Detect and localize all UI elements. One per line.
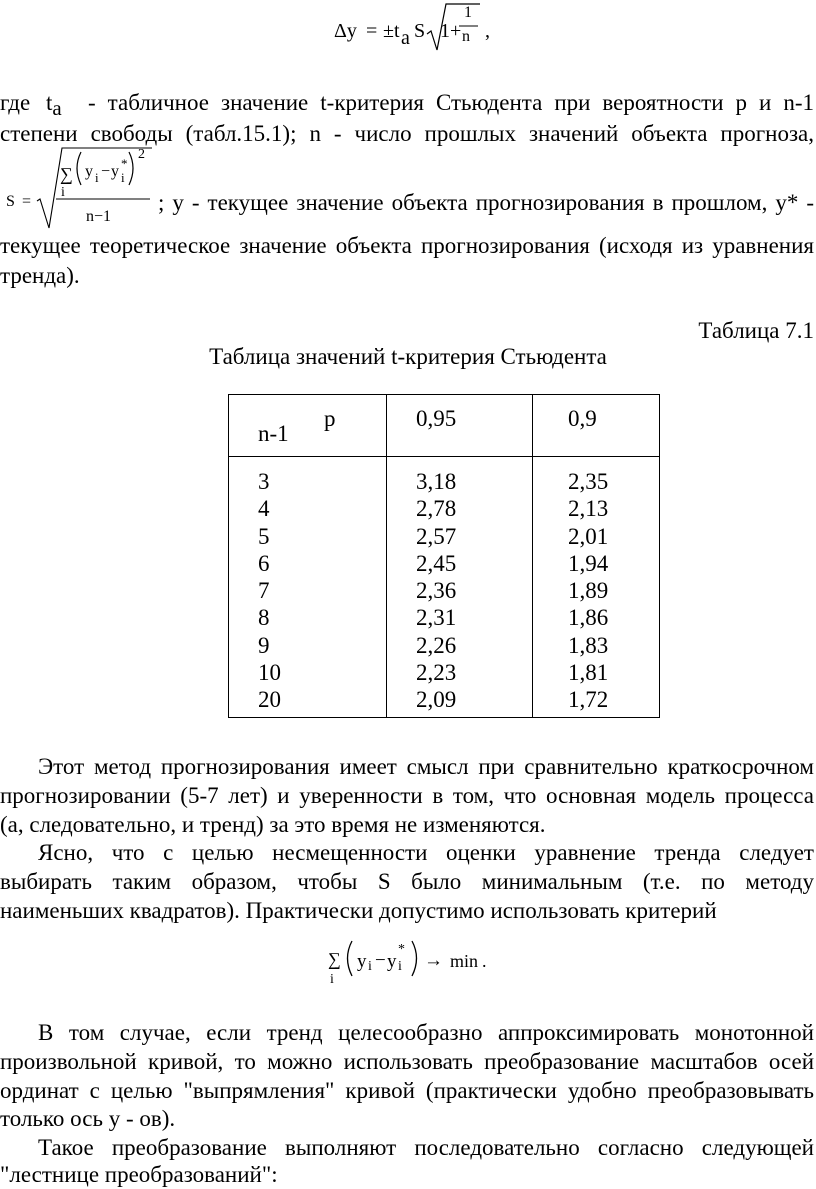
denominator: n−1	[86, 208, 112, 225]
y-i: y	[85, 163, 93, 180]
dot: .	[482, 951, 487, 971]
table-cell: 2,35	[568, 469, 609, 494]
header-p: p	[324, 406, 336, 431]
symbol-s: S	[414, 20, 426, 42]
table-cell: 2,09	[416, 687, 457, 713]
para5-line2: "лестнице преобразований":	[0, 1162, 278, 1187]
sigma-sub-i: i	[61, 185, 65, 200]
table-cell: 1,94	[568, 550, 609, 576]
fraction-denominator: n	[462, 28, 470, 45]
min-word: min	[450, 951, 479, 971]
table-cell: 2,78	[416, 496, 457, 522]
y-star: y	[387, 951, 397, 972]
table-cell: 2,45	[416, 550, 457, 576]
table-cell: 2,01	[568, 523, 609, 549]
para4-line2: произвольной кривой, то можно использовать преобразование масштабов осей	[0, 1049, 814, 1074]
equals-sign: =	[366, 20, 378, 42]
table-cell: 2,31	[416, 605, 457, 631]
table-cell: 20	[258, 687, 281, 713]
para1-line5: тренда).	[0, 263, 80, 288]
minus-sign: −	[101, 163, 111, 180]
table-cell: 1,72	[568, 687, 609, 713]
table-cell: 1,81	[568, 660, 609, 686]
table-cell: 7	[258, 578, 270, 604]
table-cell: 2,57	[416, 523, 457, 549]
table-cell: 5	[258, 523, 270, 549]
fraction-numerator: 1	[464, 4, 472, 21]
y-star-sub: i	[121, 170, 125, 185]
para1-line1: где ta - табличное значение t-критерия Стьюдента при вероятности р и n-1	[0, 90, 814, 120]
para3-line3: наименьших квадратов). Практически допустимо использовать критерий	[0, 898, 717, 923]
equals-sign: =	[22, 193, 32, 210]
subscript-a: a	[401, 27, 410, 49]
table-cell: 2,23	[416, 660, 457, 686]
table-cell: 4	[258, 496, 270, 522]
para3-line1: Ясно, что с целью несмещенности оценки уравнение тренда следует	[38, 840, 814, 865]
header-n: n-1	[258, 421, 289, 446]
para2-line3: (а, следовательно, и тренд) за это время не изменяются.	[0, 812, 546, 837]
symbol-s: S	[6, 193, 15, 210]
table-cell: 2,13	[568, 496, 609, 522]
table-cell: 1,83	[568, 632, 609, 658]
header-095: 0,95	[416, 406, 457, 431]
power-2: 2	[138, 147, 145, 162]
minus-sign: −	[375, 950, 386, 971]
arrow-icon: →	[424, 950, 443, 971]
para2-line1: Этот метод прогнозирования имеет смысл при сравнительно краткосрочном	[38, 754, 814, 779]
star: *	[398, 942, 405, 957]
table-cell: 9	[258, 632, 270, 658]
table-cell: 10	[258, 660, 281, 686]
table-cell: 3	[258, 469, 270, 494]
table-cell: 2,26	[416, 632, 457, 658]
para1-line4: текущее теоретическое значение объекта прогнозирования (исходя из уравнения	[0, 233, 814, 258]
para3-line2: выбирать таким образом, чтобы S было минимальным (т.е. по методу	[0, 869, 814, 894]
para4-line1: В том случае, если тренд целесообразно аппроксимировать монотонной	[38, 1020, 814, 1045]
t-alpha: ta	[45, 90, 62, 120]
table-cell: 6	[258, 550, 270, 576]
table-cell: 8	[258, 605, 270, 631]
star: *	[121, 156, 128, 171]
delta-y: Δy	[334, 20, 357, 42]
y-star: y	[111, 163, 119, 180]
table-title: Таблица значений t-критерия Стьюдента	[209, 344, 607, 369]
table-cell: 2,36	[416, 578, 457, 604]
para4-line4: только ось y - ов).	[0, 1106, 176, 1131]
y-star-sub: i	[398, 959, 402, 974]
para1-line2: степени свободы (табл.15.1); n - число прошлых значений объекта прогноза,	[0, 121, 814, 146]
table-number: Таблица 7.1	[698, 318, 814, 343]
para2-line2: прогнозировании (5-7 лет) и уверенности в том, что основная модель процесса	[0, 783, 814, 808]
sigma-sub-i: i	[330, 972, 334, 987]
para4-line3: ординат с целью "выпрямления" кривой (практически удобно преобразовывать	[0, 1078, 814, 1103]
sigma-sign: ∑	[60, 164, 73, 184]
y-i-sub: i	[95, 170, 99, 185]
sigma-sign: ∑	[328, 949, 341, 969]
header-09: 0,9	[568, 406, 597, 431]
table-cell: 1,86	[568, 605, 609, 631]
plus-minus-t: ±t	[383, 20, 400, 42]
para5-line1: Такое преобразование выполняют последовательно согласно следующей	[38, 1135, 814, 1160]
comma: ,	[485, 20, 490, 42]
y-i: y	[357, 951, 367, 972]
table-cell: 3,18	[416, 469, 457, 494]
table-cell: 1,89	[568, 578, 609, 604]
s-formula-after: ; y - текущее значение объекта прогнозирования в прошлом, y* -	[158, 190, 814, 215]
y-i-sub: i	[368, 959, 372, 974]
one-plus: 1+	[440, 20, 462, 42]
